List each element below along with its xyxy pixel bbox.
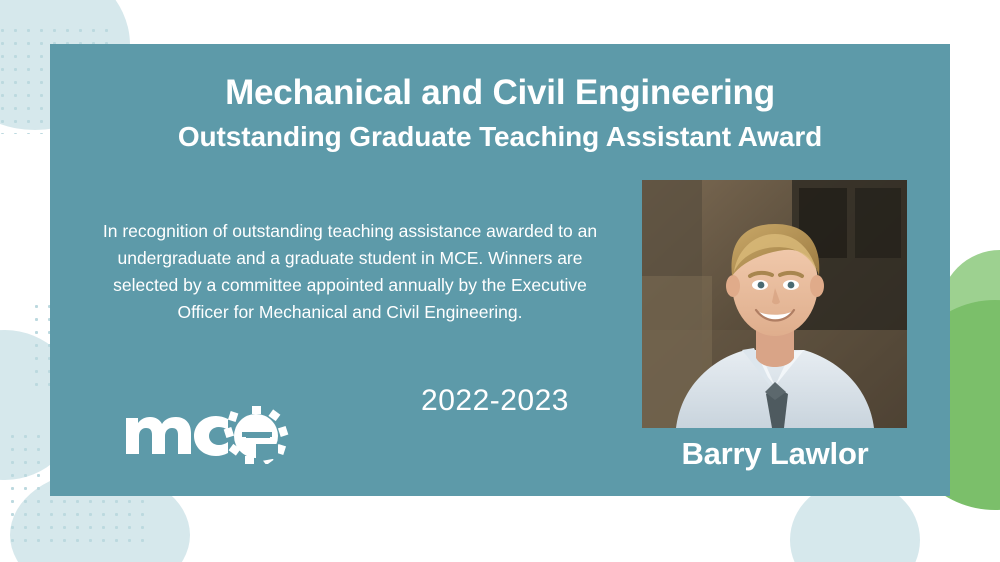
awardee-photo	[642, 180, 907, 428]
award-subtitle: Outstanding Graduate Teaching Assistant Award	[177, 121, 823, 152]
award-description: In recognition of outstanding teaching assistance awarded to an undergraduate and a graduate student in MCE. Winners are selected by a committee appointed annually by the Executive Officer for Mechanical and Civil Engineering.	[102, 221, 598, 323]
page-title: Mechanical and Civil Engineering	[225, 73, 775, 112]
award-year: 2022-2023	[421, 384, 569, 417]
award-card	[50, 44, 950, 496]
awardee-name: Barry Lawlor	[681, 436, 869, 471]
mce-logo	[122, 392, 292, 464]
